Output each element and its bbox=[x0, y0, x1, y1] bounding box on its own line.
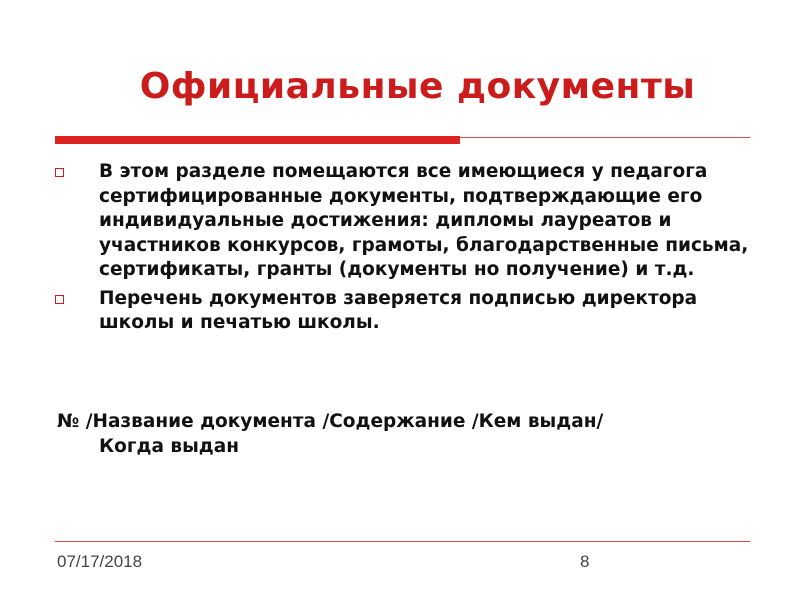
table-header-line-2: Когда выдан bbox=[99, 435, 240, 457]
bullet-item bbox=[55, 160, 755, 283]
footer-date: 07/17/2018 bbox=[57, 552, 143, 571]
slide-title: Официальные документы bbox=[139, 66, 696, 107]
square-bullet-icon bbox=[55, 295, 64, 304]
title-underline-thick bbox=[55, 136, 460, 144]
bullet-item bbox=[55, 287, 755, 336]
slide-body bbox=[55, 160, 755, 336]
page-number: 8 bbox=[580, 552, 590, 571]
footer-divider bbox=[55, 541, 750, 542]
bullet-text: В этом разделе помещаются все имеющиеся у педагога сертифицированные документы, подтверждающие его индивидуальные достижения: дипломы лауреатов и участников конкурсов, грамоты, благодарственные письма, сертификаты, гранты (документы но получение) и т.д. bbox=[99, 161, 749, 280]
bullet-text: Перечень документов заверяется подписью директора школы и печатью школы. bbox=[99, 287, 698, 333]
title-underline-thin bbox=[460, 137, 750, 138]
square-bullet-icon bbox=[55, 168, 64, 177]
document-table-header bbox=[57, 410, 747, 459]
table-header-line-1: № /Название документа /Содержание /Кем выдан/ bbox=[57, 411, 604, 432]
